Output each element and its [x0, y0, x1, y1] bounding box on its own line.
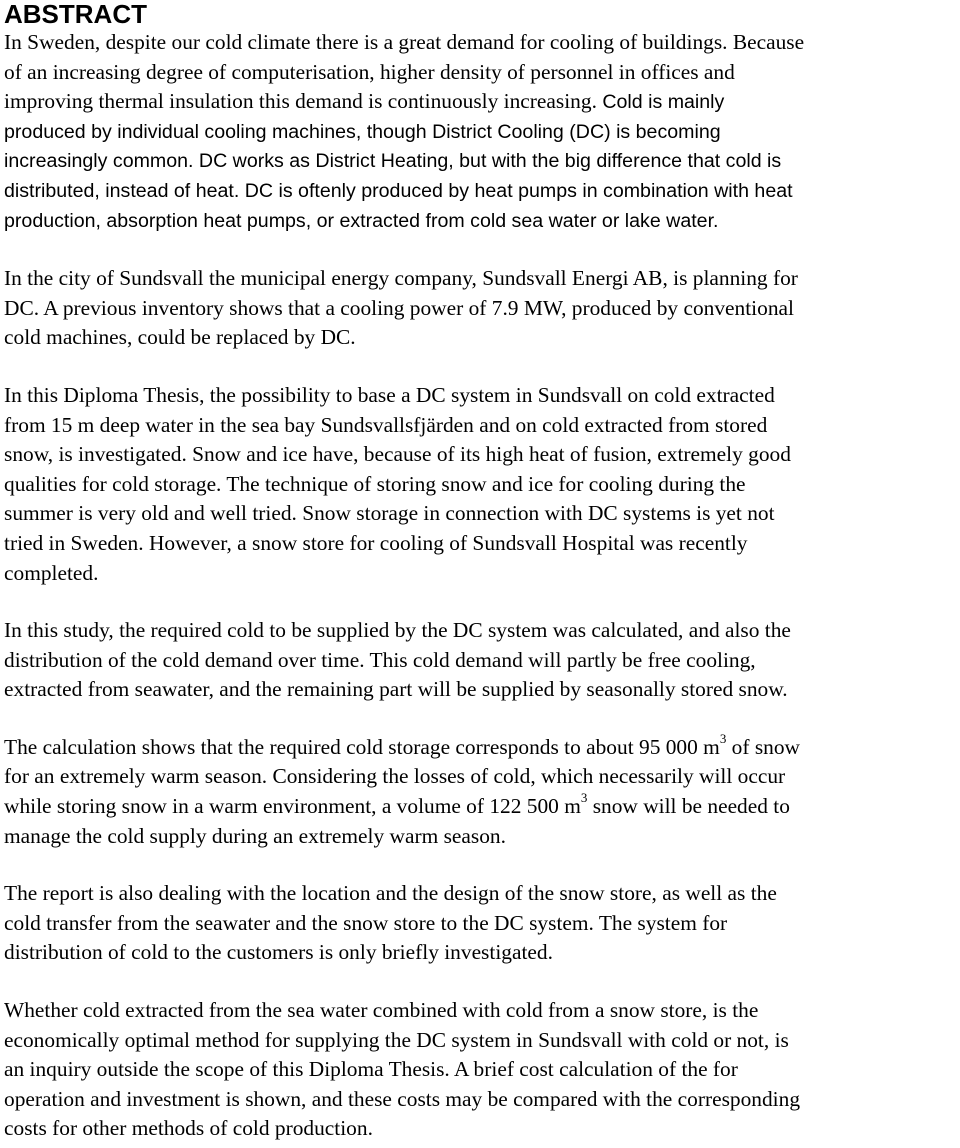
- text-line: produced by individual cooling machines, though District Cooling (DC) is becoming: [4, 120, 721, 143]
- superscript: 3: [719, 730, 727, 746]
- paragraph-gap: [4, 353, 956, 381]
- text-line: The report is also dealing with the location and the design of the snow store, as well as the: [4, 881, 777, 906]
- text-segment: while storing snow in a warm environment, a volume of 122 500 m: [4, 794, 581, 819]
- paragraph-gap: [4, 705, 956, 733]
- text-line: DC. A previous inventory shows that a cooling power of 7.9 MW, produced by conventional: [4, 295, 794, 320]
- text-line: [4, 87, 956, 118]
- text-line: increasingly common. DC works as District Heating, but with the big difference that cold is: [4, 150, 782, 173]
- paragraph-report: [4, 879, 956, 968]
- superscript: 3: [580, 789, 588, 805]
- paragraph-cost: [4, 996, 956, 1144]
- text-segment: improving thermal insulation this demand is continuously increasing.: [4, 89, 597, 114]
- text-line: cold transfer from the seawater and the snow store to the DC system. The system for: [4, 910, 728, 935]
- text-line: In this Diploma Thesis, the possibility to base a DC system in Sundsvall on cold extracted: [4, 382, 775, 407]
- text-line: distribution of the cold demand over time. This cold demand will partly be free cooling,: [4, 647, 756, 672]
- paragraph-study: [4, 616, 956, 705]
- text-line: In Sweden, despite our cold climate there is a great demand for cooling of buildings. Because: [4, 30, 805, 54]
- text-line: In the city of Sundsvall the municipal energy company, Sundsvall Energi AB, is planning for: [4, 266, 798, 291]
- text-line: snow, is investigated. Snow and ice have, because of its high heat of fusion, extremely good: [4, 442, 791, 467]
- text-line: qualities for cold storage. The technique of storing snow and ice for cooling during the: [4, 471, 746, 496]
- text-line: distributed, instead of heat. DC is oftenly produced by heat pumps in combination with heat: [4, 179, 793, 202]
- paragraph-thesis: [4, 381, 956, 588]
- text-line: In this study, the required cold to be supplied by the DC system was calculated, and also the: [4, 618, 791, 643]
- paragraph-gap: [4, 588, 956, 616]
- text-line: [4, 789, 956, 822]
- text-line: summer is very old and well tried. Snow storage in connection with DC systems is yet not: [4, 501, 775, 526]
- paragraph-intro: [4, 28, 956, 236]
- paragraph-calculation: [4, 730, 956, 851]
- text-line: costs for other methods of cold production.: [4, 1116, 373, 1141]
- text-line: an inquiry outside the scope of this Diploma Thesis. A brief cost calculation of the for: [4, 1057, 738, 1082]
- text-segment: of snow: [726, 734, 800, 759]
- text-line: distribution of cold to the customers is only briefly investigated.: [4, 940, 553, 965]
- text-segment: Cold is mainly: [596, 91, 725, 114]
- text-line: manage the cold supply during an extremely warm season.: [4, 823, 506, 848]
- paragraph-gap: [4, 851, 956, 879]
- text-segment: The calculation shows that the required cold storage corresponds to about 95 000 m: [4, 734, 720, 759]
- document-page: [4, 0, 956, 1144]
- text-line: extracted from seawater, and the remaining part will be supplied by seasonally stored snow.: [4, 677, 788, 702]
- paragraph-sundsvall: [4, 264, 956, 353]
- text-line: for an extremely warm season. Considering the losses of cold, which necessarily will occur: [4, 764, 786, 789]
- text-line: from 15 m deep water in the sea bay Sundsvallsfjärden and on cold extracted from stored: [4, 412, 768, 437]
- text-segment: snow will be needed to: [587, 794, 790, 819]
- abstract-heading: ABSTRACT: [4, 0, 147, 29]
- text-line: operation and investment is shown, and these costs may be compared with the corresponding: [4, 1086, 801, 1111]
- paragraph-gap: [4, 236, 956, 264]
- text-line: production, absorption heat pumps, or extracted from cold sea water or lake water.: [4, 209, 719, 232]
- text-line: economically optimal method for supplying the DC system in Sundsvall with cold or not, is: [4, 1027, 789, 1052]
- text-line: [4, 730, 956, 763]
- text-line: tried in Sweden. However, a snow store for cooling of Sundsvall Hospital was recently: [4, 530, 748, 555]
- text-line: of an increasing degree of computerisation, higher density of personnel in offices and: [4, 59, 735, 84]
- text-line: cold machines, could be replaced by DC.: [4, 325, 356, 350]
- text-line: completed.: [4, 560, 99, 585]
- paragraph-gap: [4, 968, 956, 996]
- text-line: Whether cold extracted from the sea water combined with cold from a snow store, is the: [4, 998, 759, 1023]
